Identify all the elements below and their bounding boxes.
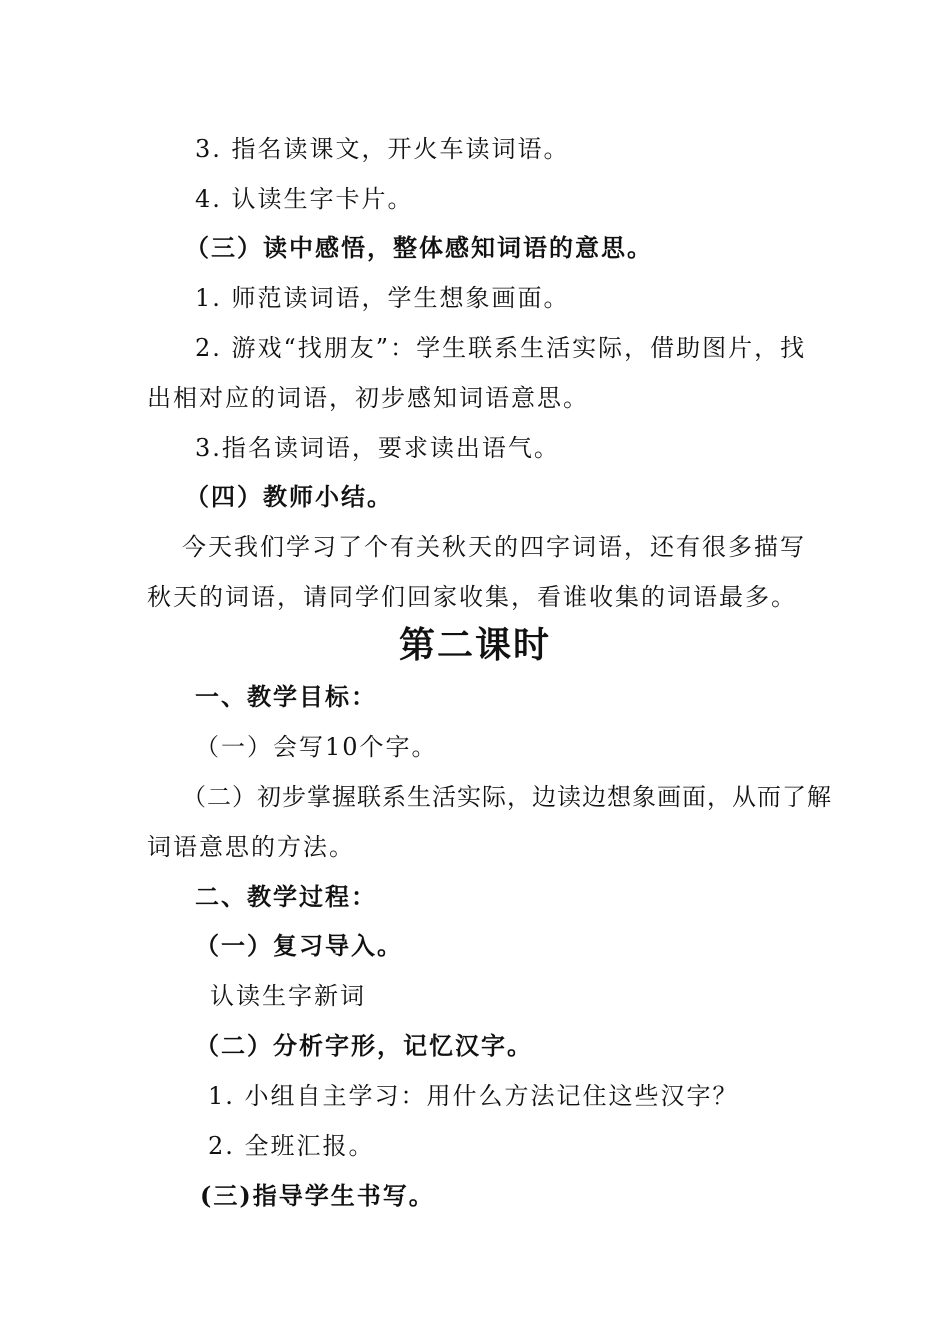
text-line: 词语意思的方法。 — [147, 833, 355, 861]
text-line: 1. 师范读词语，学生想象画面。 — [195, 284, 570, 312]
section-title: 第二课时 — [398, 625, 551, 666]
text-line: 4. 认读生字卡片。 — [195, 185, 414, 213]
text-line: （二）初步掌握联系生活实际，边读边想象画面，从而了解 — [182, 783, 832, 811]
text-line: 2. 全班汇报。 — [208, 1132, 375, 1160]
text-line: 秋天的词语，请同学们回家收集，看谁收集的词语最多。 — [147, 583, 797, 611]
subsection-heading: （一）复习导入。 — [195, 931, 403, 960]
text-line: 出相对应的词语，初步感知词语意思。 — [147, 384, 589, 412]
section-heading: 二、教学过程： — [195, 883, 377, 911]
section-heading: 一、教学目标： — [195, 683, 377, 711]
text-line: 1. 小组自主学习：用什么方法记住这些汉字？ — [208, 1082, 739, 1110]
subsection-heading: （三）读中感悟，整体感知词语的意思。 — [185, 233, 653, 262]
text-line: 3.指名读词语，要求读出语气。 — [195, 434, 560, 462]
subsection-heading: (三)指导学生书写。 — [200, 1181, 435, 1210]
text-line: 2. 游戏“找朋友”：学生联系生活实际，借助图片，找 — [195, 334, 807, 362]
subsection-heading: （二）分析字形，记忆汉字。 — [195, 1031, 533, 1060]
text-line: 认读生字新词 — [210, 982, 366, 1010]
text-line: 3. 指名读课文，开火车读词语。 — [195, 135, 570, 163]
subsection-heading: （四）教师小结。 — [185, 482, 393, 511]
text-line: 今天我们学习了个有关秋天的四字词语，还有很多描写 — [182, 533, 806, 561]
text-line: （一）会写10个字。 — [195, 733, 438, 761]
